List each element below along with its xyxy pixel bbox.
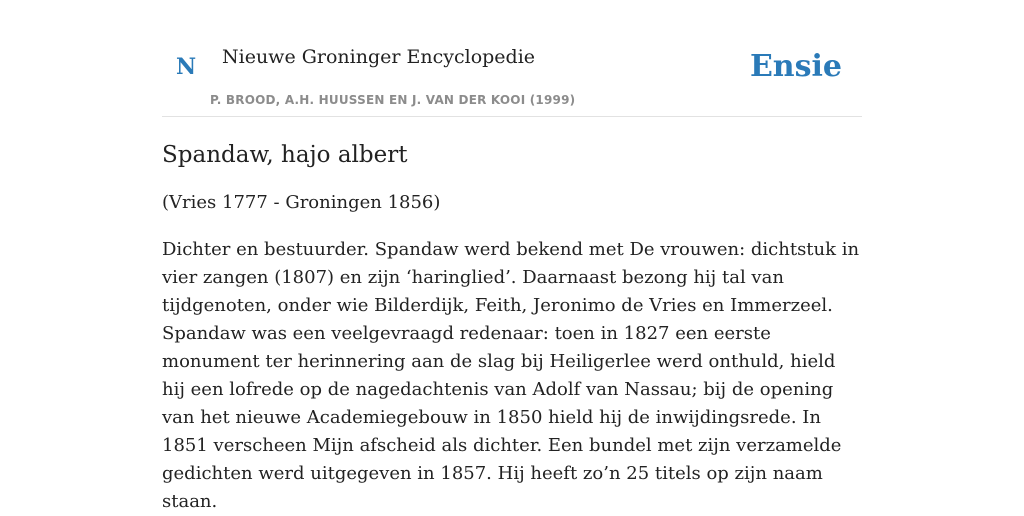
publication-logo[interactable]: N <box>176 54 197 80</box>
entry-title: Spandaw, hajo albert <box>162 142 408 168</box>
entry-subtitle: (Vries 1777 - Groningen 1856) <box>162 192 441 213</box>
entry-content <box>162 138 862 516</box>
entry-body: Dichter en bestuurder. Spandaw werd bekend met De vrouwen: dichtstuk in vier zangen (1807) en zijn ‘haringlied’. Daarnaast bezong hij tal van tijdgenoten, onder wie Bilderdijk, Feith, Jeronimo de Vries en Immerzeel. Spandaw was een veelgevraagd redenaar: toen in 1827 een eerste monument ter herinnering aan de slag bij Heiligerlee werd onthuld, hield hij een lofrede op de nagedachtenis van Adolf van Nassau; bij de opening van het nieuwe Academiegebouw in 1850 hield hij de inwijdingsrede. In 1851 verscheen Mijn afscheid als dichter. Een bundel met zijn verzamelde gedichten werd uitgegeven in 1857. Hij heeft zo’n 25 titels op zijn naam staan. <box>162 239 860 512</box>
ensie-logo-link[interactable]: Ensie <box>749 49 842 84</box>
publication-title[interactable]: Nieuwe Groninger Encyclopedie <box>222 46 536 68</box>
publication-authors: P. BROOD, A.H. HUUSSEN EN J. VAN DER KOOI (1999) <box>210 93 576 107</box>
page-header <box>162 0 862 117</box>
